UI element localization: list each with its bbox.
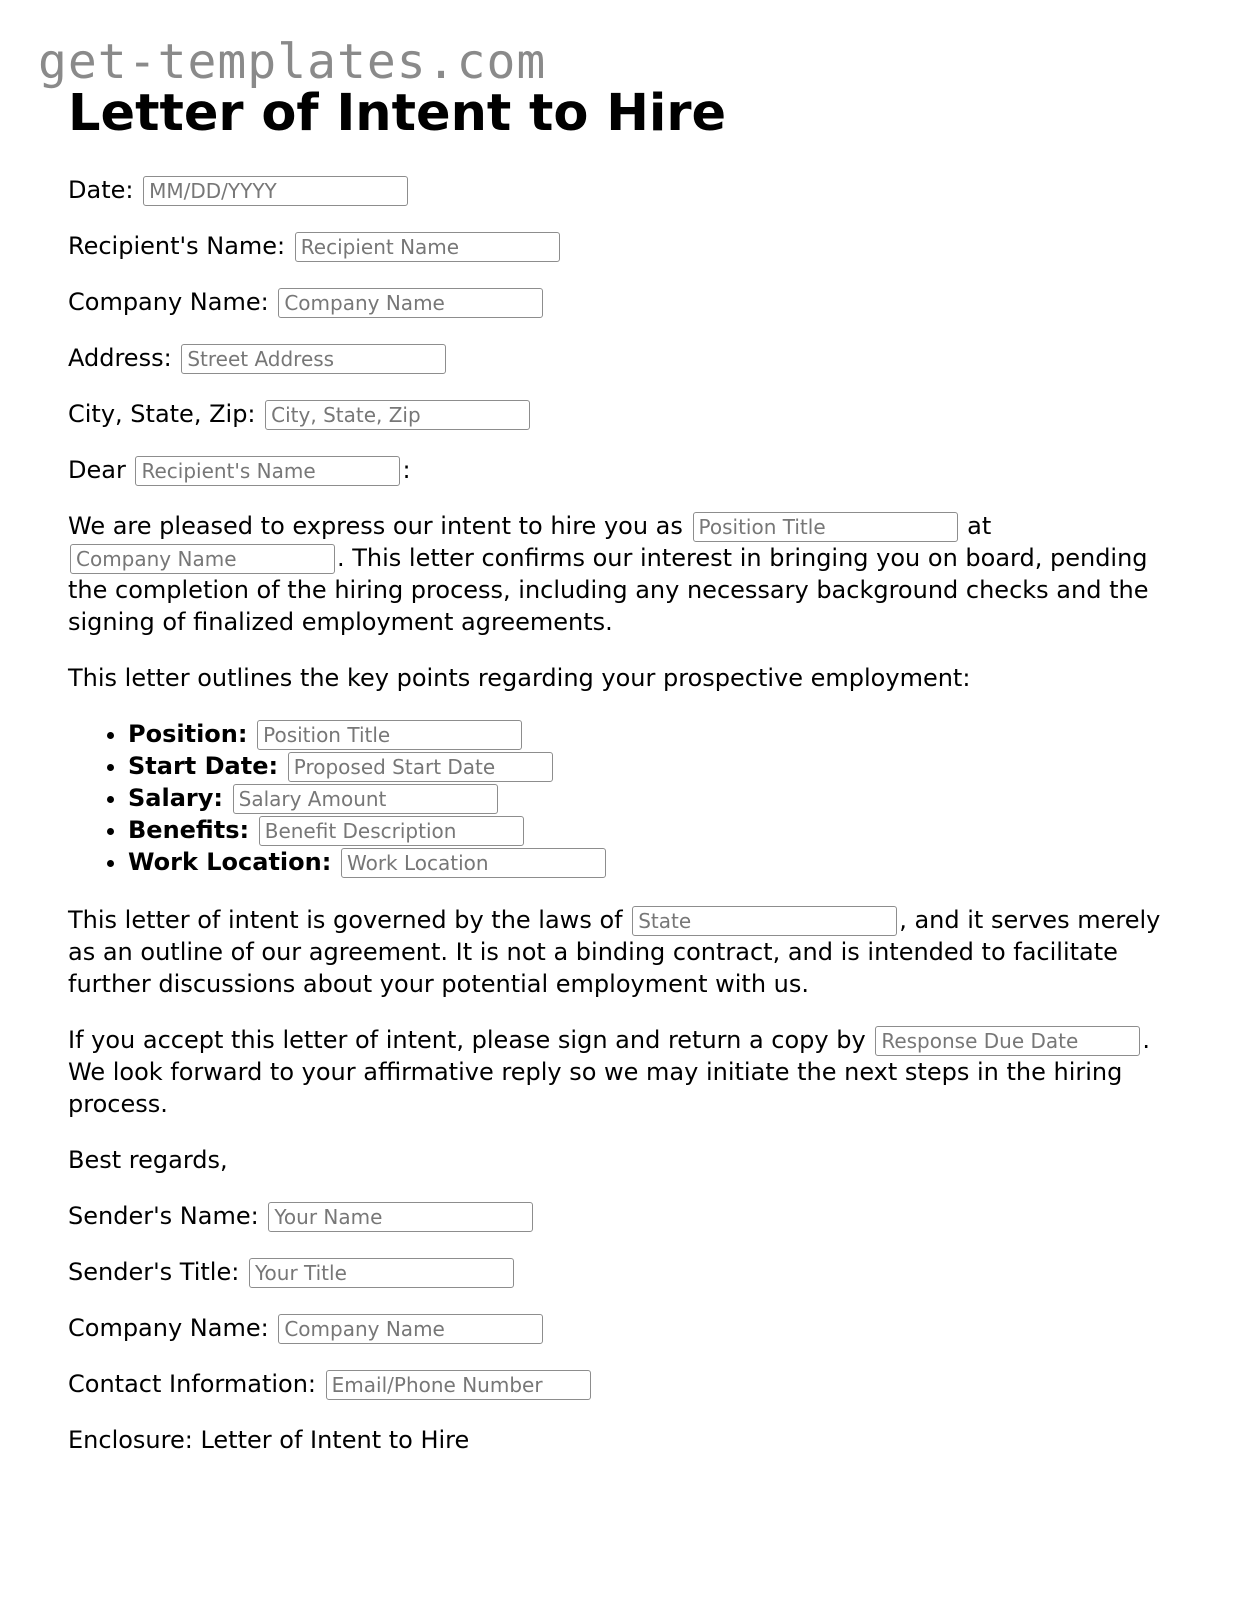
intro-text-3: . This letter confirms our interest in bringing you on board, pending the completion of the hiring process, including any necessary background checks and the signing of finalized employment agreements. bbox=[68, 544, 1149, 637]
key-point-label: Work Location: bbox=[128, 848, 332, 877]
accept-text-2: . We look forward to your affirmative reply so we may initiate the next steps in the hiring process. bbox=[68, 1026, 1150, 1119]
page-title: Letter of Intent to Hire bbox=[68, 84, 727, 143]
contact-info-input[interactable] bbox=[326, 1370, 591, 1400]
letter-body bbox=[68, 86, 1188, 1480]
list-item bbox=[128, 782, 1188, 814]
sender-name-input[interactable] bbox=[268, 1202, 533, 1232]
key-point-label: Salary: bbox=[128, 784, 223, 813]
intro-paragraph bbox=[68, 510, 1188, 638]
list-item bbox=[128, 846, 1188, 878]
city-state-zip-label: City, State, Zip: bbox=[68, 400, 256, 429]
sender-title-row bbox=[68, 1256, 1188, 1288]
enclosure-text: Enclosure: Letter of Intent to Hire bbox=[68, 1426, 470, 1455]
recipient-name-row bbox=[68, 230, 1188, 262]
company-name-input[interactable] bbox=[278, 288, 543, 318]
key-point-label: Position: bbox=[128, 720, 248, 749]
intro-company-input[interactable] bbox=[70, 544, 335, 574]
city-state-zip-input[interactable] bbox=[265, 400, 530, 430]
sender-company-input[interactable] bbox=[278, 1314, 543, 1344]
governing-text-1: This letter of intent is governed by the laws of bbox=[68, 906, 623, 935]
sender-name-row bbox=[68, 1200, 1188, 1232]
city-state-zip-row bbox=[68, 398, 1188, 430]
list-item bbox=[128, 718, 1188, 750]
contact-info-row bbox=[68, 1368, 1188, 1400]
date-label: Date: bbox=[68, 176, 134, 205]
state-input[interactable] bbox=[632, 906, 897, 936]
company-name-row bbox=[68, 286, 1188, 318]
position-input[interactable] bbox=[257, 720, 522, 750]
sender-title-label: Sender's Title: bbox=[68, 1258, 240, 1287]
contact-info-label: Contact Information: bbox=[68, 1370, 317, 1399]
list-item bbox=[128, 750, 1188, 782]
recipient-name-label: Recipient's Name: bbox=[68, 232, 286, 261]
site-watermark: get-templates.com bbox=[38, 34, 547, 90]
salutation-name-input[interactable] bbox=[135, 456, 400, 486]
intro-text-2: at bbox=[967, 512, 992, 541]
governing-text-2: , and it serves merely as an outline of our agreement. It is not a binding contract, and is intended to facilitate further discussions about your potential employment with us. bbox=[68, 906, 1161, 999]
sender-title-input[interactable] bbox=[249, 1258, 514, 1288]
accept-text-1: If you accept this letter of intent, please sign and return a copy by bbox=[68, 1026, 866, 1055]
key-points-list bbox=[68, 718, 1188, 878]
recipient-name-input[interactable] bbox=[295, 232, 560, 262]
salutation-suffix: : bbox=[402, 456, 411, 485]
salutation-row bbox=[68, 454, 1188, 486]
salutation-prefix: Dear bbox=[68, 456, 126, 485]
outline-text: This letter outlines the key points regarding your prospective employment: bbox=[68, 664, 971, 693]
work-location-input[interactable] bbox=[341, 848, 606, 878]
start-date-input[interactable] bbox=[288, 752, 553, 782]
key-point-label: Start Date: bbox=[128, 752, 279, 781]
address-label: Address: bbox=[68, 344, 172, 373]
governing-paragraph bbox=[68, 904, 1188, 1000]
intro-position-input[interactable] bbox=[693, 512, 958, 542]
benefits-input[interactable] bbox=[259, 816, 524, 846]
sender-company-label: Company Name: bbox=[68, 1314, 269, 1343]
date-row bbox=[68, 174, 1188, 206]
sender-company-row bbox=[68, 1312, 1188, 1344]
accept-paragraph bbox=[68, 1024, 1188, 1120]
address-input[interactable] bbox=[181, 344, 446, 374]
response-due-date-input[interactable] bbox=[875, 1026, 1140, 1056]
list-item bbox=[128, 814, 1188, 846]
date-input[interactable] bbox=[143, 176, 408, 206]
sender-name-label: Sender's Name: bbox=[68, 1202, 259, 1231]
salary-input[interactable] bbox=[233, 784, 498, 814]
address-row bbox=[68, 342, 1188, 374]
intro-text-1: We are pleased to express our intent to hire you as bbox=[68, 512, 683, 541]
company-name-label: Company Name: bbox=[68, 288, 269, 317]
closing-text: Best regards, bbox=[68, 1146, 228, 1175]
key-point-label: Benefits: bbox=[128, 816, 250, 845]
